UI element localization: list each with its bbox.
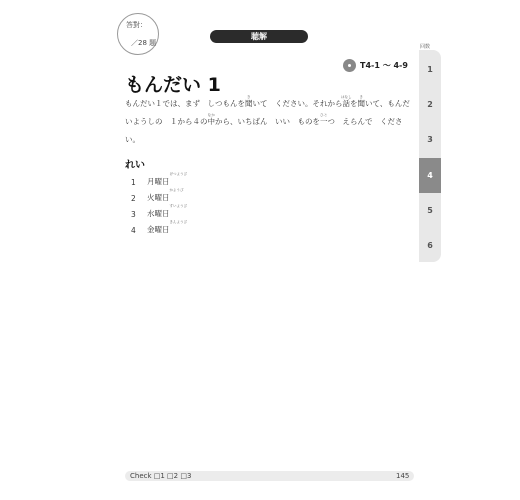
option-text: 水曜日すいようび xyxy=(147,204,187,218)
section-label: 聴解 xyxy=(210,30,308,43)
answer-option xyxy=(131,203,187,219)
answer-options xyxy=(131,171,187,235)
option-text: 月曜日げつようび xyxy=(147,172,187,186)
score-total: ／28 題 xyxy=(131,39,157,47)
page-title: もんだい 1 xyxy=(125,74,221,96)
answer-option xyxy=(131,187,187,203)
side-tab-6[interactable]: 6 xyxy=(427,241,433,250)
track-label: T4-1 ～ 4-9 xyxy=(360,60,408,70)
side-tab-3[interactable]: 3 xyxy=(427,135,433,144)
option-number: 4 xyxy=(131,226,136,235)
furigana-word: 聞き xyxy=(245,95,253,108)
instructions-part: もんだい１では、まず しつもんを xyxy=(125,99,245,108)
side-tab-1[interactable]: 1 xyxy=(427,65,433,74)
side-tab-2[interactable]: 2 xyxy=(427,100,433,109)
option-text: 金曜日きんようび xyxy=(147,220,187,234)
score-circle xyxy=(117,13,159,55)
footer-checklist: Check □1 □2 □3 xyxy=(130,472,192,480)
instructions-part: から、いちばん いい ものを xyxy=(215,117,320,126)
furigana-word: 一ひと xyxy=(320,113,328,126)
option-number: 3 xyxy=(131,210,136,219)
example-heading: れい xyxy=(125,160,145,171)
option-text: 火曜日かようび xyxy=(147,188,184,202)
instructions-text xyxy=(125,95,411,149)
side-tab-4[interactable]: 4 xyxy=(419,158,441,193)
option-number: 1 xyxy=(131,178,136,187)
answer-option xyxy=(131,171,187,187)
score-label: 答對： xyxy=(126,21,147,29)
option-number: 2 xyxy=(131,194,136,203)
instructions-part: いて ください。それから xyxy=(252,99,343,108)
instructions-part: いて、もんだいようしの １から４の xyxy=(125,99,410,126)
instructions-part: を xyxy=(350,99,358,108)
furigana-word: 聞き xyxy=(357,95,365,108)
furigana-word: 中なか xyxy=(207,113,215,126)
page-number: 145 xyxy=(396,472,410,480)
cd-icon xyxy=(343,59,356,72)
answer-option xyxy=(131,219,187,235)
furigana-word: 話はなし xyxy=(341,95,352,108)
side-tab-header: 回数 xyxy=(420,44,431,50)
side-tab-5[interactable]: 5 xyxy=(427,206,433,215)
audio-track-badge xyxy=(343,58,408,72)
instructions-part: つ えらんで ください。 xyxy=(125,117,403,144)
